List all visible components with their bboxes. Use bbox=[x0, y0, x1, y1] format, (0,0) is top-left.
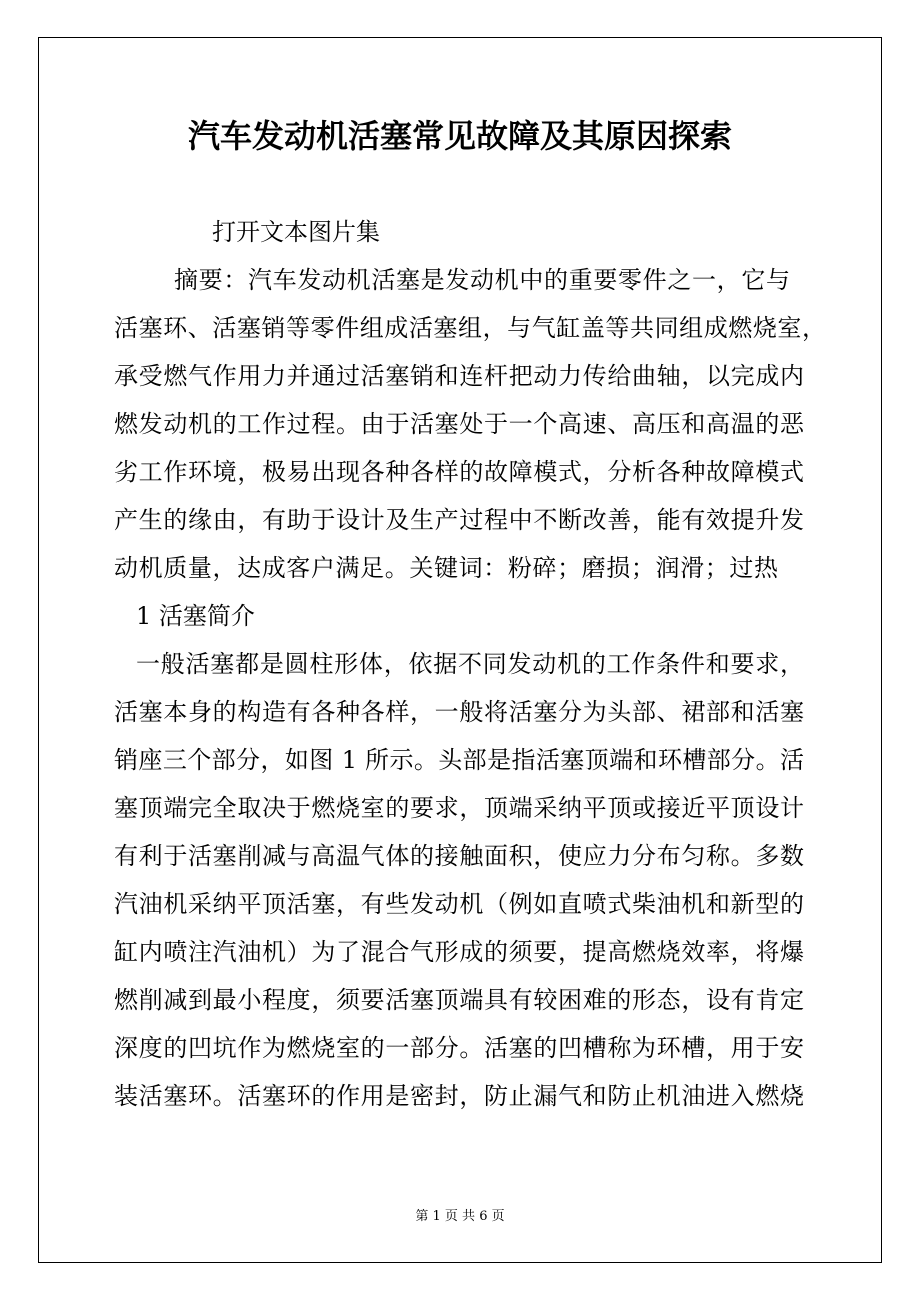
abstract-line: 活塞环、活塞销等零件组成活塞组，与气缸盖等共同组成燃烧室， bbox=[114, 314, 826, 342]
body-line: 活塞本身的构造有各种各样，一般将活塞分为头部、裙部和活塞 bbox=[114, 698, 804, 726]
abstract-line: 产生的缘由，有助于设计及生产过程中不断改善，能有效提升发 bbox=[114, 506, 804, 534]
body-line: 燃削减到最小程度，须要活塞顶端具有较困难的形态，设有肯定 bbox=[114, 986, 804, 1014]
abstract-line: 动机质量，达成客户满足。关键词：粉碎；磨损；润滑；过热 bbox=[114, 554, 778, 582]
body-line: 有利于活塞削减与高温气体的接触面积，使应力分布匀称。多数 bbox=[114, 842, 804, 870]
document-title: 汽车发动机活塞常见故障及其原因探索 bbox=[187, 117, 732, 155]
subtitle: 打开文本图片集 bbox=[212, 218, 380, 246]
abstract-line: 劣工作环境，极易出现各种各样的故障模式，分析各种故障模式 bbox=[114, 458, 804, 486]
body-line: 深度的凹坑作为燃烧室的一部分。活塞的凹槽称为环槽，用于安 bbox=[114, 1034, 804, 1062]
body-line: 一般活塞都是圆柱形体，依据不同发动机的工作条件和要求， bbox=[136, 650, 804, 678]
abstract-line: 摘要：汽车发动机活塞是发动机中的重要零件之一，它与 bbox=[174, 266, 790, 294]
body-line: 销座三个部分，如图 1 所示。头部是指活塞顶端和环槽部分。活 bbox=[114, 746, 804, 774]
body-line: 装活塞环。活塞环的作用是密封，防止漏气和防止机油进入燃烧 bbox=[114, 1082, 804, 1110]
body-line: 塞顶端完全取决于燃烧室的要求，顶端采纳平顶或接近平顶设计 bbox=[114, 794, 804, 822]
body-line: 缸内喷注汽油机）为了混合气形成的须要，提高燃烧效率，将爆 bbox=[114, 938, 804, 966]
page-footer: 第 1 页 共 6 页 bbox=[415, 1209, 505, 1224]
section-heading: 1 活塞简介 bbox=[136, 602, 255, 630]
body-line: 汽油机采纳平顶活塞，有些发动机（例如直喷式柴油机和新型的 bbox=[114, 890, 804, 918]
abstract-line: 承受燃气作用力并通过活塞销和连杆把动力传给曲轴，以完成内 bbox=[114, 362, 804, 390]
abstract-line: 燃发动机的工作过程。由于活塞处于一个高速、高压和高温的恶 bbox=[114, 410, 804, 438]
